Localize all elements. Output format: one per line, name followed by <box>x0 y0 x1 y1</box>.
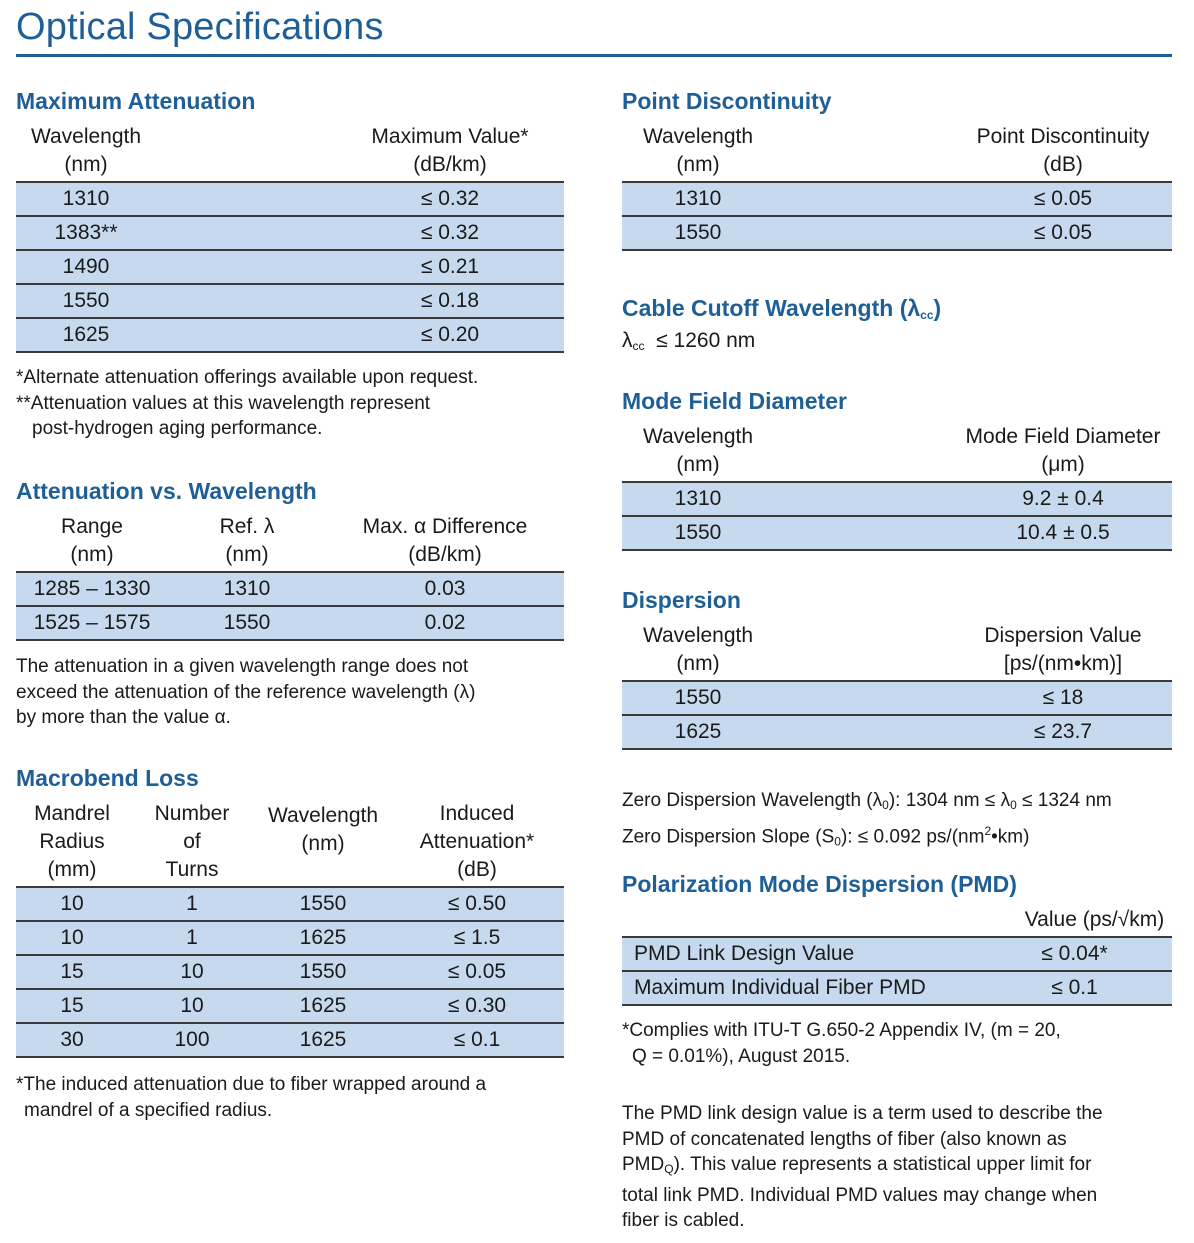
table-header-row <box>622 423 1172 482</box>
cell-radius: 30 <box>16 1023 128 1057</box>
header-range: Range (nm) <box>16 513 168 572</box>
cell-wavelength: 1490 <box>16 250 156 284</box>
cell-value: ≤ 18 <box>774 681 1172 715</box>
cell-turns: 1 <box>128 921 256 955</box>
cable-cutoff-value: $\lambda_{cc} \le 1260$ nm <box>622 329 756 353</box>
section-title: Macrobend Loss <box>16 765 199 791</box>
cable-cutoff-section <box>622 292 1172 361</box>
cell-turns: 100 <box>128 1023 256 1057</box>
cell-induced: ≤ 0.30 <box>390 989 564 1023</box>
cell-turns: 10 <box>128 955 256 989</box>
header-max-alpha: Max. α Difference (dB/km) <box>326 513 564 572</box>
header-turns: Number of Turns <box>128 800 256 887</box>
header-dispersion: Dispersion Value [ps/(nm•km)] <box>774 622 1172 681</box>
atten-vs-wavelength-note <box>16 654 564 731</box>
zero-dispersion-slope: Zero Dispersion Slope $(S_0)$: ≤ 0.092 $ps/(nm^2•km)$ <box>622 823 1030 848</box>
cell-parameter: PMD Link Design Value <box>622 937 977 971</box>
table-row <box>16 318 564 352</box>
cell-value: ≤ 0.05 <box>774 216 1172 250</box>
point-discontinuity-table <box>622 123 1172 251</box>
header-max-value: Maximum Value* (dB/km) <box>156 123 564 182</box>
note-line: exceed the attenuation of the reference wavelength (λ) <box>16 681 476 703</box>
table-row <box>16 606 564 640</box>
footnote: mandrel of a specified radius. <box>24 1099 273 1121</box>
section-title: Polarization Mode Dispersion (PMD) <box>622 871 1017 897</box>
macrobend-table <box>16 800 564 1058</box>
table-row <box>16 921 564 955</box>
table-row <box>622 715 1172 749</box>
note-line: The attenuation in a given wavelength range does not <box>16 656 469 677</box>
table-header-row <box>622 123 1172 182</box>
cell-wavelength: 1625 <box>256 1023 390 1057</box>
cell-diff: 0.02 <box>326 606 564 640</box>
cell-value: ≤ 0.20 <box>156 318 564 352</box>
table-row <box>622 681 1172 715</box>
cell-range: 1525 – 1575 <box>16 606 168 640</box>
cell-induced: ≤ 0.50 <box>390 887 564 921</box>
pmd-section <box>622 868 1172 1234</box>
cell-wavelength: 1310 <box>16 182 156 216</box>
description-line: total link PMD. Individual PMD values may change when <box>622 1184 1098 1206</box>
table-header-row <box>622 906 1172 937</box>
footnote: *Complies with ITU-T G.650-2 Appendix IV, (m = 20, <box>622 1020 1061 1041</box>
pmd-table <box>622 906 1172 1006</box>
cell-turns: 1 <box>128 887 256 921</box>
max-attenuation-notes <box>16 365 564 442</box>
cell-value: ≤ 0.1 <box>977 971 1172 1005</box>
footnote: *The induced attenuation due to fiber wrapped around a <box>16 1074 487 1095</box>
header-wavelength: Wavelength (nm) <box>16 123 156 182</box>
footnote: Q = 0.01%), August 2015. <box>632 1045 851 1067</box>
cell-value: 9.2 ± 0.4 <box>774 482 1172 516</box>
table-row <box>16 216 564 250</box>
cell-value: ≤ 0.21 <box>156 250 564 284</box>
header-mfd: Mode Field Diameter (μm) <box>774 423 1172 482</box>
cell-wavelength: 1550 <box>622 516 774 550</box>
atten-vs-wavelength-table <box>16 513 564 641</box>
max-attenuation-section <box>16 85 564 442</box>
header-wavelength: Wavelength (nm) <box>622 423 774 482</box>
table-row <box>622 182 1172 216</box>
cell-induced: ≤ 0.1 <box>390 1023 564 1057</box>
cell-wavelength: 1625 <box>16 318 156 352</box>
cell-ref: 1310 <box>168 572 326 606</box>
table-row <box>16 887 564 921</box>
section-title: Maximum Attenuation <box>16 88 256 114</box>
cell-diff: 0.03 <box>326 572 564 606</box>
section-title: Point Discontinuity <box>622 88 832 114</box>
cell-radius: 15 <box>16 989 128 1023</box>
footnote: **Attenuation values at this wavelength represent <box>16 392 431 414</box>
cell-wavelength: 1310 <box>622 182 774 216</box>
zero-dispersion-notes <box>622 788 1172 854</box>
pmd-footnote <box>622 1018 1172 1069</box>
zero-dispersion-wavelength: Zero Dispersion Wavelength $(\lambda_0)$: 1304 nm ≤ $\lambda_0 \le 1324$ nm <box>622 790 1112 812</box>
mode-field-section <box>622 385 1172 551</box>
point-discontinuity-section <box>622 85 1172 251</box>
table-row <box>622 216 1172 250</box>
dispersion-section <box>622 584 1172 854</box>
mode-field-table <box>622 423 1172 551</box>
table-row <box>622 516 1172 550</box>
description-line: fiber is cabled. <box>622 1210 745 1231</box>
cell-ref: 1550 <box>168 606 326 640</box>
header-ref-lambda: Ref. λ (nm) <box>168 513 326 572</box>
cell-value: 10.4 ± 0.5 <box>774 516 1172 550</box>
max-attenuation-table <box>16 123 564 353</box>
description-line: $PMD_Q$). This value represents a statistical upper limit for <box>622 1154 1092 1176</box>
header-wavelength: Wavelength (nm) <box>622 123 774 182</box>
dispersion-table <box>622 622 1172 750</box>
cell-wavelength: 1383** <box>16 216 156 250</box>
cell-radius: 10 <box>16 887 128 921</box>
table-row <box>16 182 564 216</box>
table-row <box>16 284 564 318</box>
cell-value: ≤ 0.04* <box>977 937 1172 971</box>
section-title: Cable Cutoff Wavelength $(\lambda_{cc})$ <box>622 295 942 322</box>
table-row <box>622 937 1172 971</box>
cell-range: 1285 – 1330 <box>16 572 168 606</box>
cell-value: ≤ 0.32 <box>156 182 564 216</box>
cell-wavelength: 1625 <box>622 715 774 749</box>
table-row <box>622 482 1172 516</box>
cell-value: ≤ 0.18 <box>156 284 564 318</box>
header-value: Value (ps/√km) <box>977 906 1172 937</box>
table-header-row <box>16 800 564 887</box>
cell-value: ≤ 0.05 <box>774 182 1172 216</box>
title-divider <box>16 54 1172 57</box>
macrobend-notes <box>16 1072 564 1123</box>
cell-induced: ≤ 0.05 <box>390 955 564 989</box>
macrobend-section <box>16 762 564 1123</box>
table-row <box>16 989 564 1023</box>
cell-value: ≤ 0.32 <box>156 216 564 250</box>
table-row <box>16 1023 564 1057</box>
table-row <box>16 250 564 284</box>
section-title: Mode Field Diameter <box>622 388 847 414</box>
cell-wavelength: 1550 <box>256 887 390 921</box>
cell-wavelength: 1550 <box>622 681 774 715</box>
note-line: by more than the value α. <box>16 707 231 728</box>
cell-turns: 10 <box>128 989 256 1023</box>
cell-wavelength: 1550 <box>256 955 390 989</box>
atten-vs-wavelength-section <box>16 475 564 731</box>
header-wavelength: Wavelength (nm) <box>622 622 774 681</box>
cell-wavelength: 1625 <box>256 989 390 1023</box>
table-header-row <box>622 622 1172 681</box>
page-title: Optical Specifications <box>16 6 384 48</box>
header-wavelength: Wavelength (nm) <box>256 800 390 887</box>
header-point-disc: Point Discontinuity (dB) <box>774 123 1172 182</box>
cell-parameter: Maximum Individual Fiber PMD <box>622 971 977 1005</box>
table-header-row <box>16 513 564 572</box>
description-line: PMD of concatenated lengths of fiber (also known as <box>622 1128 1067 1150</box>
cell-radius: 15 <box>16 955 128 989</box>
header-mandrel: Mandrel Radius (mm) <box>16 800 128 887</box>
description-line: The PMD link design value is a term used to describe the <box>622 1103 1103 1124</box>
cell-wavelength: 1550 <box>16 284 156 318</box>
footnote: *Alternate attenuation offerings available upon request. <box>16 367 479 388</box>
header-blank <box>622 906 977 937</box>
section-title: Dispersion <box>622 587 741 613</box>
cell-wavelength: 1550 <box>622 216 774 250</box>
cell-induced: ≤ 1.5 <box>390 921 564 955</box>
table-row <box>16 955 564 989</box>
cell-radius: 10 <box>16 921 128 955</box>
table-header-row <box>16 123 564 182</box>
pmd-description <box>622 1101 1172 1234</box>
header-induced: Induced Attenuation* (dB) <box>390 800 564 887</box>
footnote: post-hydrogen aging performance. <box>32 418 323 439</box>
table-row <box>622 971 1172 1005</box>
table-row <box>16 572 564 606</box>
cell-value: ≤ 23.7 <box>774 715 1172 749</box>
cell-wavelength: 1310 <box>622 482 774 516</box>
section-title: Attenuation vs. Wavelength <box>16 478 317 504</box>
cell-wavelength: 1625 <box>256 921 390 955</box>
